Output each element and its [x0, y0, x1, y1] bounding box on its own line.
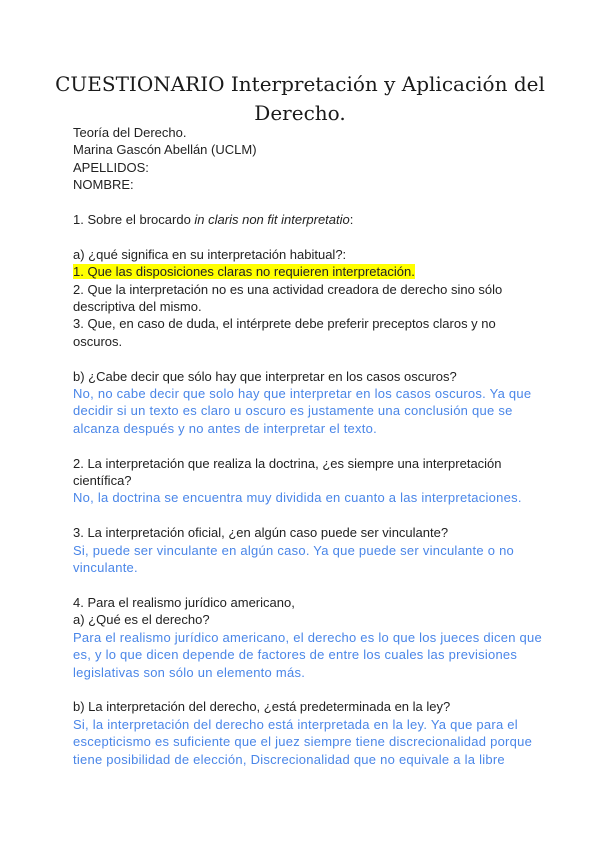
author-line: Marina Gascón Abellán (UCLM) — [73, 142, 257, 158]
course-line: Teoría del Derecho. — [73, 125, 187, 140]
answer-3: Si, puede ser vinculante en algún caso. Ya que puede ser vinculante o no vinculante. — [73, 542, 515, 576]
document-title: CUESTIONARIO Interpretación y Aplicación del Derecho. — [55, 72, 545, 125]
question-4b: b) La interpretación del derecho, ¿está predeterminada en la ley? — [73, 699, 451, 715]
answer-4b: Si, la interpretación del derecho está interpretada en la ley. Ya que para el escepticismo es suficiente que el juez siempre tiene discrecionalidad porque tiene posibilidad de elección, Discrecionalidad que no equivale a la libre — [73, 716, 533, 767]
question-1b: b) ¿Cabe decir que sólo hay que interpretar en los casos oscuros? — [73, 368, 457, 384]
answer-4a: Para el realismo jurídico americano, el derecho es lo que los jueces dicen que es, y lo que dicen depende de factores de entre los cuales las previsiones legislativas son sólo un elemento más. — [73, 629, 542, 680]
answer-2: No, la doctrina se encuentra muy dividida en cuanto a las interpretaciones. — [73, 490, 522, 506]
answer-1b: No, no cabe decir que solo hay que interpretar en los casos oscuros. Ya que decidir si un texto es claro u oscuro es justamente una conclusión que se alcanza después y no antes de interpretar el texto. — [73, 386, 532, 436]
option-2: 2. Que la interpretación no es una actividad creadora de derecho sino sólo descriptiva del mismo. — [73, 281, 503, 315]
question-2: 2. La interpretación que realiza la doctrina, ¿es siempre una interpretación científica? — [73, 455, 502, 489]
document-body — [73, 124, 543, 768]
question-1-suffix: : — [349, 212, 354, 228]
option-3: 3. Que, en caso de duda, el intérprete debe preferir preceptos claros y no oscuros. — [73, 316, 496, 349]
question-1a: a) ¿qué significa en su interpretación habitual?: — [73, 246, 347, 262]
question-1-prefix: 1. Sobre el brocardo — [73, 212, 195, 228]
question-4a: a) ¿Qué es el derecho? — [73, 612, 210, 628]
question-4: 4. Para el realismo jurídico americano, — [73, 594, 295, 610]
question-1 — [73, 211, 543, 228]
option-1 — [73, 263, 543, 280]
question-1-latin: in claris non fit interpretatio — [194, 212, 350, 228]
apellidos-line: APELLIDOS: — [73, 159, 149, 175]
question-3: 3. La interpretación oficial, ¿en algún caso puede ser vinculante? — [73, 525, 449, 541]
highlighted-answer: 1. Que las disposiciones claras no requieren interpretación. — [73, 264, 415, 280]
nombre-line: NOMBRE: — [73, 177, 134, 193]
